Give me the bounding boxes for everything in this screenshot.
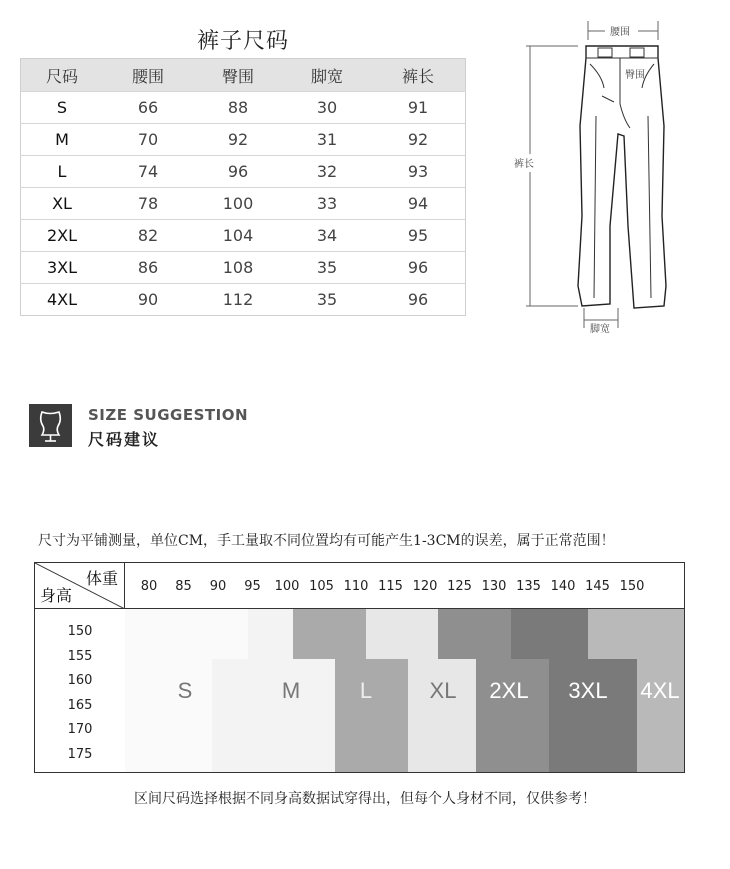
height-axis-label: 身高 xyxy=(40,586,73,605)
weight-label: 85 xyxy=(175,579,192,594)
weight-label: 130 xyxy=(481,579,507,594)
weight-label: 120 xyxy=(412,579,438,594)
length-label: 裤长 xyxy=(514,159,534,170)
table-row xyxy=(21,156,466,188)
cell-length: 96 xyxy=(407,290,429,309)
size-region-label: S xyxy=(177,678,193,703)
grid-corner xyxy=(35,563,125,609)
size-region xyxy=(212,659,335,772)
suggestion-title-en: SIZE SUGGESTION xyxy=(88,406,249,424)
cell-foot: 33 xyxy=(283,188,371,220)
pants-diagram xyxy=(506,16,706,336)
size-table-title: 裤子尺码 xyxy=(196,29,289,54)
cell-length: 94 xyxy=(371,188,466,220)
size-region xyxy=(637,659,684,772)
size-region-label: 4XL xyxy=(640,678,680,703)
foot-label: 脚宽 xyxy=(590,324,610,335)
suggestion-title-cn: 尺码建议 xyxy=(88,430,161,449)
size-region xyxy=(366,609,438,659)
cell-foot: 32 xyxy=(283,156,371,188)
height-label: 170 xyxy=(67,722,93,738)
size-region xyxy=(293,609,366,659)
cell-hip: 108 xyxy=(193,252,283,284)
cell-size: 4XL xyxy=(46,290,78,309)
weight-axis-label: 体重 xyxy=(85,569,118,588)
weight-label: 150 xyxy=(619,579,645,594)
size-region-label: XL xyxy=(429,678,457,703)
cell-foot: 31 xyxy=(283,124,371,156)
size-region xyxy=(335,659,408,772)
size-region xyxy=(438,609,511,659)
measurement-note: 尺寸为平铺测量，单位CM，手工量取不同位置均有可能产生1-3CM的误差，属于正常范围！ xyxy=(38,533,615,549)
cell-length: 92 xyxy=(371,124,466,156)
cell-waist: 86 xyxy=(103,252,193,284)
size-table-header xyxy=(21,59,466,92)
height-label: 155 xyxy=(67,648,93,664)
size-region xyxy=(476,659,549,772)
cell-hip: 96 xyxy=(193,156,283,188)
cell-length: 91 xyxy=(371,92,466,124)
cell-size: S xyxy=(21,92,104,124)
header-waist: 腰围 xyxy=(103,59,193,92)
cell-size: 2XL xyxy=(21,220,104,252)
size-suggestion-grid xyxy=(34,562,685,773)
size-region xyxy=(549,659,637,772)
table-row xyxy=(21,124,466,156)
cell-size: M xyxy=(21,124,104,156)
cell-foot: 30 xyxy=(283,92,371,124)
table-row xyxy=(21,92,466,124)
weight-label: 110 xyxy=(343,579,369,594)
pants-outline xyxy=(578,46,666,308)
height-label: 175 xyxy=(67,747,93,762)
size-region-label: 3XL xyxy=(568,678,608,703)
height-label: 165 xyxy=(67,697,93,713)
cell-waist: 82 xyxy=(103,220,193,252)
cell-waist: 74 xyxy=(103,156,193,188)
cell-foot: 34 xyxy=(283,220,371,252)
cell-length: 93 xyxy=(371,156,466,188)
weight-header-row xyxy=(125,563,684,609)
size-region-label: 2XL xyxy=(489,678,529,703)
cell-size: L xyxy=(21,156,104,188)
size-region xyxy=(248,609,293,659)
hip-label: 臀围 xyxy=(625,70,645,81)
cell-size: 3XL xyxy=(21,252,104,284)
cell-hip: 100 xyxy=(193,188,283,220)
weight-label: 140 xyxy=(550,579,576,594)
cell-hip: 104 xyxy=(193,220,283,252)
table-row xyxy=(21,284,466,316)
size-region xyxy=(212,609,248,659)
cell-foot: 35 xyxy=(316,290,338,309)
weight-label: 95 xyxy=(244,579,261,594)
table-row xyxy=(21,220,466,252)
height-label: 160 xyxy=(67,673,93,689)
size-region xyxy=(511,609,588,659)
height-label: 150 xyxy=(67,624,93,639)
table-row xyxy=(21,252,466,284)
header-hip: 臀围 xyxy=(193,59,283,92)
weight-label: 125 xyxy=(447,579,472,594)
header-foot: 脚宽 xyxy=(283,59,371,92)
weight-label: 145 xyxy=(585,579,610,594)
weight-label: 115 xyxy=(378,579,403,594)
weight-label: 135 xyxy=(516,579,541,594)
cell-waist: 70 xyxy=(103,124,193,156)
cell-length: 95 xyxy=(371,220,466,252)
size-region xyxy=(408,659,476,772)
table-row xyxy=(21,188,466,220)
weight-label: 105 xyxy=(309,579,334,594)
size-region-label: M xyxy=(281,678,301,703)
cell-hip: 112 xyxy=(222,290,254,309)
cell-length: 96 xyxy=(371,252,466,284)
length-measure-line xyxy=(526,46,578,306)
waist-label: 腰围 xyxy=(610,27,630,38)
cell-waist: 90 xyxy=(137,290,159,309)
cell-hip: 88 xyxy=(193,92,283,124)
dress-form-icon xyxy=(29,404,72,447)
disclaimer-note: 区间尺码选择根据不同身高数据试穿得出，但每个人身材不同，仅供参考！ xyxy=(134,791,596,807)
size-region-label: L xyxy=(359,678,373,703)
cell-waist: 78 xyxy=(103,188,193,220)
cell-waist: 66 xyxy=(103,92,193,124)
weight-label: 90 xyxy=(209,579,227,594)
cell-foot: 35 xyxy=(283,252,371,284)
size-region xyxy=(588,609,684,659)
cell-size: XL xyxy=(21,188,104,220)
size-table xyxy=(20,58,466,316)
header-length: 裤长 xyxy=(371,59,466,92)
weight-label: 100 xyxy=(274,579,300,594)
size-region xyxy=(125,609,212,772)
weight-label: 80 xyxy=(140,579,158,594)
header-size: 尺码 xyxy=(21,59,104,92)
cell-hip: 92 xyxy=(193,124,283,156)
